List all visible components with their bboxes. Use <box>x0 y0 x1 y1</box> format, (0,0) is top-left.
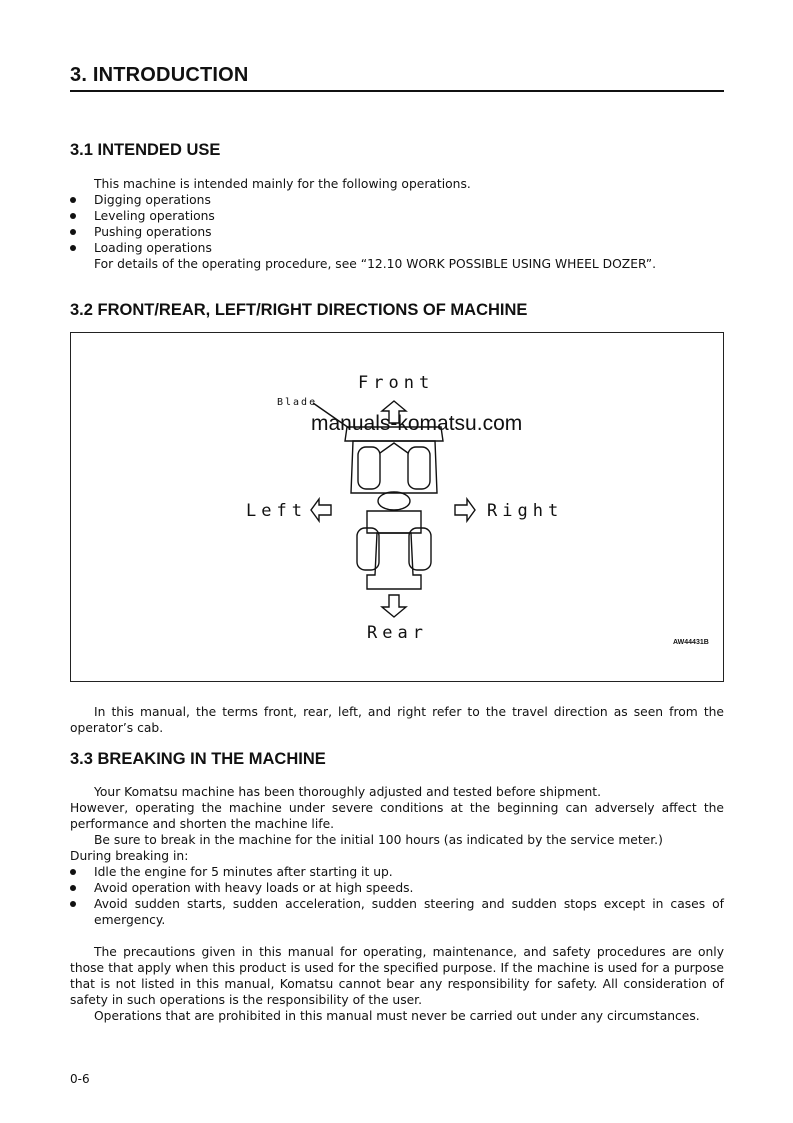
section-3-3-heading: 3.3 BREAKING IN THE MACHINE <box>70 750 326 768</box>
bullet-dot <box>70 245 76 251</box>
s33-p1: Your Komatsu machine has been thoroughly adjusted and tested before shipment. <box>94 785 602 799</box>
bullet-dot <box>70 229 76 235</box>
section-3-1-heading: 3.1 INTENDED USE <box>70 141 221 159</box>
s33-p5-line4: safety in such operations is the responsibility of the user. <box>70 993 423 1007</box>
s33-p3: Be sure to break in the machine for the initial 100 hours (as indicated by the service meter.) <box>94 833 663 847</box>
s32-note-line2: operator’s cab. <box>70 721 164 735</box>
s33-bullet-idle: Idle the engine for 5 minutes after starting it up. <box>94 865 393 879</box>
section-3-2-heading: 3.2 FRONT/REAR, LEFT/RIGHT DIRECTIONS OF MACHINE <box>70 301 528 319</box>
chapter-title: 3. INTRODUCTION <box>70 64 724 92</box>
s33-p5-line2: those that apply when this product is used for the specified purpose. If the machine is used for a purpose <box>70 961 724 975</box>
right-label: Right <box>487 501 564 521</box>
bullet-dot <box>70 869 76 875</box>
rear-label: Rear <box>367 623 428 643</box>
watermark: manuals-komatsu.com <box>311 412 523 435</box>
bullet-dot <box>70 885 76 891</box>
s33-p4: During breaking in: <box>70 849 189 863</box>
s31-intro: This machine is intended mainly for the following operations. <box>94 177 471 191</box>
s33-bullet-heavy-loads: Avoid operation with heavy loads or at high speeds. <box>94 881 414 895</box>
s33-p2-line1: However, operating the machine under severe conditions at the beginning can adversely affect the <box>70 801 724 815</box>
direction-figure <box>70 332 724 682</box>
front-frame-shape <box>351 441 437 493</box>
s31-item-digging: Digging operations <box>94 193 211 207</box>
left-arrow-icon <box>311 499 331 521</box>
bullet-dot <box>70 197 76 203</box>
front-label: Front <box>358 373 435 393</box>
articulation-joint <box>378 492 410 510</box>
front-frame-link <box>380 443 408 453</box>
s33-bullet-sudden-line1: Avoid sudden starts, sudden acceleration, sudden steering and sudden stops except in cases of <box>94 897 724 911</box>
front-left-tire <box>358 447 380 489</box>
s31-item-leveling: Leveling operations <box>94 209 215 223</box>
blade-label: Blade <box>277 397 318 408</box>
s33-bullet-sudden-line2: emergency. <box>94 913 166 927</box>
right-arrow-icon <box>455 499 475 521</box>
bullet-dot <box>70 901 76 907</box>
s33-p2-line2: performance and shorten the machine life. <box>70 817 335 831</box>
front-right-tire <box>408 447 430 489</box>
bullet-dot <box>70 213 76 219</box>
figure-id: AW44431B <box>673 639 709 646</box>
rear-body-shape <box>367 533 421 589</box>
page-number: 0-6 <box>70 1072 90 1086</box>
rear-arrow-icon <box>382 595 406 617</box>
s33-p5-line1: The precautions given in this manual for operating, maintenance, and safety procedures are only <box>94 945 724 959</box>
left-label: Left <box>246 501 307 521</box>
s31-item-loading: Loading operations <box>94 241 212 255</box>
s33-p6: Operations that are prohibited in this manual must never be carried out under any circumstances. <box>94 1009 700 1023</box>
s32-note-line1: In this manual, the terms front, rear, left, and right refer to the travel direction as seen from the <box>94 705 724 719</box>
s31-details: For details of the operating procedure, see “12.10 WORK POSSIBLE USING WHEEL DOZER”. <box>94 257 657 271</box>
s33-p5-line3: that is not listed in this manual, Komatsu cannot bear any responsibility for safety. All consideration of <box>70 977 724 991</box>
s31-item-pushing: Pushing operations <box>94 225 212 239</box>
